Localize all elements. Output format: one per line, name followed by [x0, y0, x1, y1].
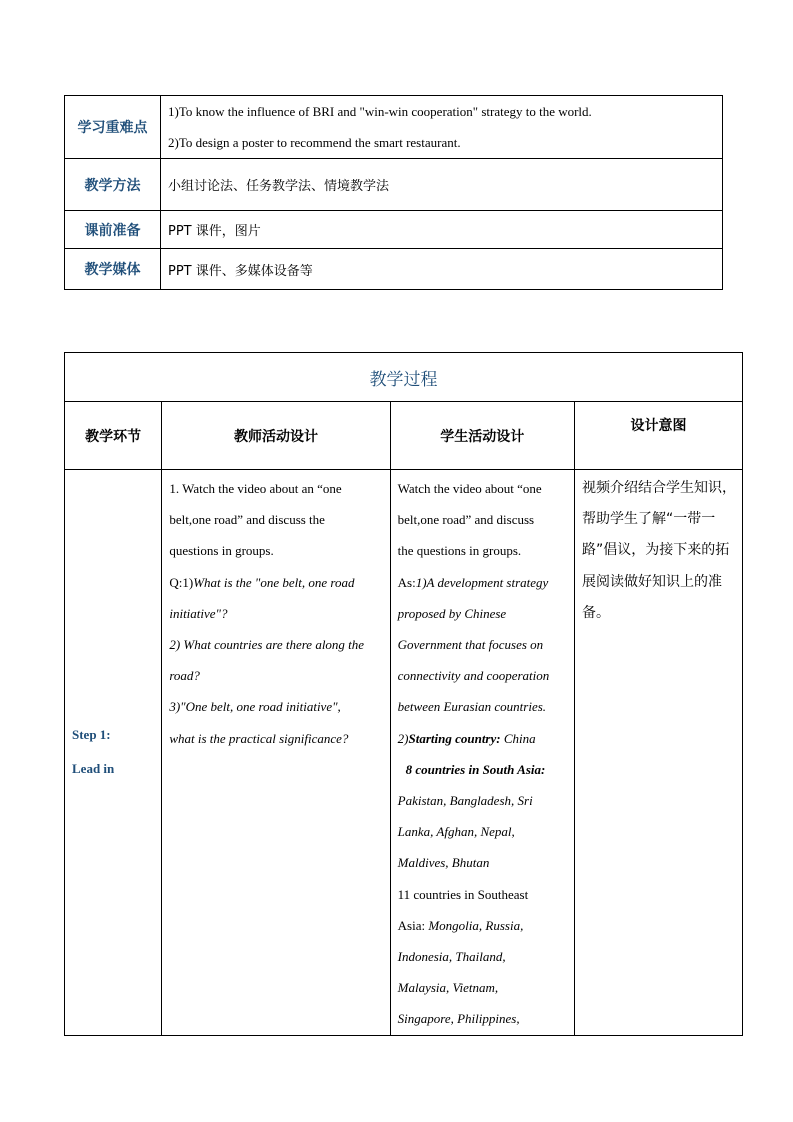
process-header-row [65, 402, 743, 470]
intent-line: 路”倡议，为接下来的拓 [581, 542, 730, 559]
answer-prefix: As: [397, 574, 416, 590]
student-line: Singapore, Philippines, [397, 1011, 520, 1027]
row-media [65, 249, 723, 290]
teacher-line: initiative"? [169, 605, 228, 621]
step1-row [65, 470, 743, 1036]
student-answer-1 [398, 567, 568, 598]
student-line: Maldives, Bhutan [397, 855, 490, 871]
student-line: Watch the video about “one [397, 481, 542, 496]
starting-country [398, 723, 568, 754]
key-point-2: 2)To design a poster to recommend the smart restaurant. [168, 135, 461, 150]
answer-prefix: 2) [397, 730, 409, 746]
student-line: Government that focuses on [397, 637, 544, 653]
teacher-line: questions in groups. [169, 543, 274, 559]
question-prefix: Q:1) [169, 574, 194, 590]
design-intent [574, 470, 742, 1036]
row-key-points [65, 96, 723, 159]
teacher-line: what is the practical significance? [169, 730, 349, 746]
header-intent: 设计意图 [574, 402, 742, 470]
student-line: between Eurasian countries. [397, 699, 547, 715]
step-name: Lead in [72, 761, 115, 777]
intent-line: 展阅读做好知识上的准 [581, 573, 722, 590]
process-title-row [65, 353, 743, 402]
step-label [65, 470, 162, 1036]
teaching-method-value: 小组讨论法、任务教学法、情境教学法 [161, 159, 723, 211]
row-teaching-method [65, 159, 723, 211]
label-teaching-method: 教学方法 [65, 159, 161, 211]
student-line: connectivity and cooperation [397, 668, 550, 684]
question-text: What is the "one belt, one road [193, 574, 355, 590]
teacher-activity [162, 470, 390, 1036]
header-teacher: 教师活动设计 [162, 402, 390, 470]
teacher-line: 3)"One belt, one road initiative", [169, 699, 341, 715]
header-student: 学生活动设计 [390, 402, 574, 470]
starting-country-value: China [500, 730, 536, 746]
teacher-question-1 [169, 567, 383, 598]
process-title: 教学过程 [65, 353, 743, 402]
student-line: proposed by Chinese [397, 605, 507, 621]
preparation-value: PPT 课件，图片 [161, 211, 723, 249]
label-preparation: 课前准备 [65, 211, 161, 249]
student-line: Indonesia, Thailand, [397, 949, 506, 965]
teaching-process-table [64, 352, 743, 1036]
media-value: PPT 课件、多媒体设备等 [161, 249, 723, 290]
row-preparation [65, 211, 723, 249]
student-line: Malaysia, Vietnam, [397, 980, 499, 996]
southeast-asia-heading: 11 countries in Southeast [397, 886, 529, 902]
student-line: belt,one road” and discuss [397, 512, 535, 528]
key-point-1: 1)To know the influence of BRI and "win-win cooperation" strategy to the world. [168, 104, 592, 119]
student-line: Lanka, Afghan, Nepal, [397, 824, 515, 840]
student-line [398, 910, 568, 941]
header-step: 教学环节 [65, 402, 162, 470]
student-line: Pakistan, Bangladesh, Sri [397, 793, 533, 809]
student-activity [390, 470, 574, 1036]
south-asia-heading: 8 countries in South Asia: [405, 761, 546, 777]
teacher-line: belt,one road” and discuss the [169, 512, 325, 528]
student-line: the questions in groups. [397, 543, 522, 559]
region-prefix: Asia: [397, 917, 429, 933]
label-key-points: 学习重难点 [65, 96, 161, 159]
teacher-line: 1. Watch the video about an “one [169, 481, 342, 496]
intent-line: 备。 [581, 604, 610, 621]
lesson-info-table [64, 95, 723, 290]
teacher-line: 2) What countries are there along the [169, 637, 365, 653]
teacher-line: road? [169, 668, 200, 684]
label-media: 教学媒体 [65, 249, 161, 290]
starting-country-label: Starting country: [408, 730, 501, 746]
intent-line: 视频介绍结合学生知识， [581, 480, 736, 496]
intent-line: 帮助学生了解“一带一 [581, 511, 716, 528]
region-countries: Mongolia, Russia, [428, 917, 524, 933]
answer-text: 1)A development strategy [415, 574, 549, 590]
step-number: Step 1: [72, 727, 111, 743]
key-points-value [161, 96, 723, 159]
